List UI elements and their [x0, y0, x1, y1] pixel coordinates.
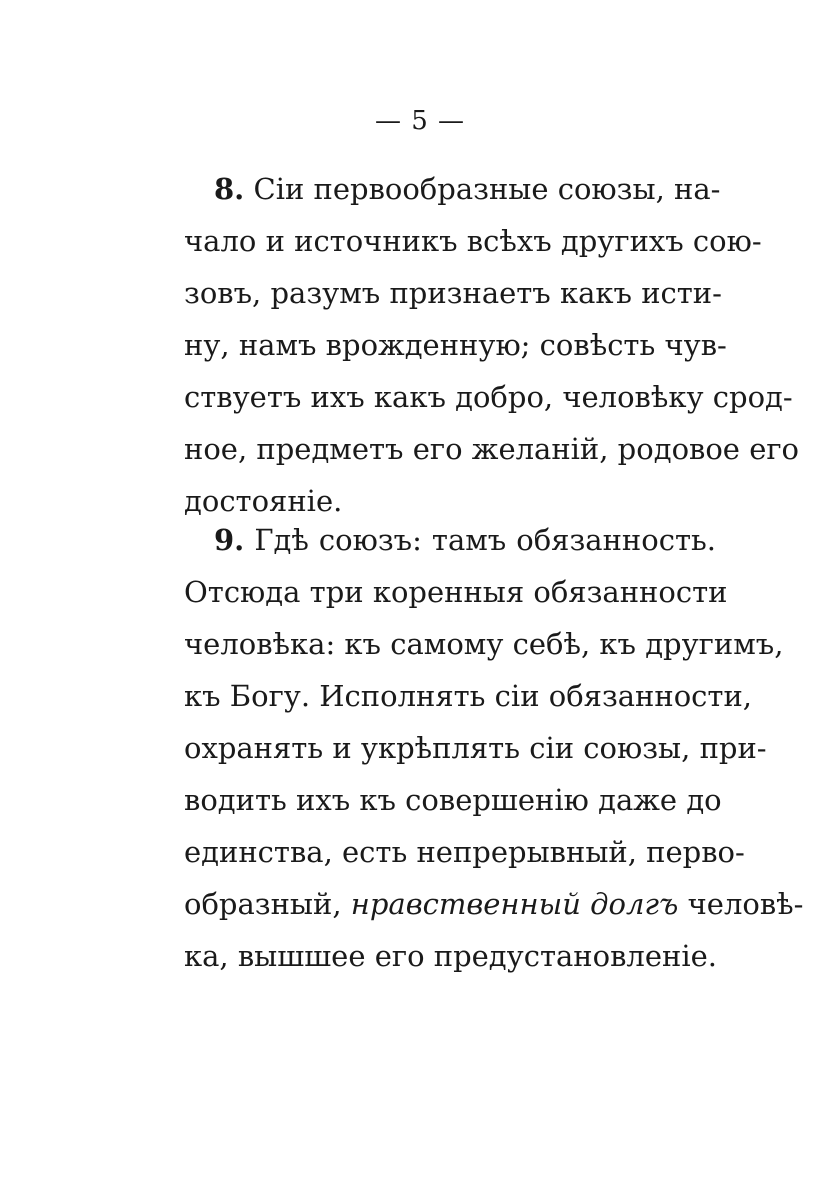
paragraph-number: 8. [214, 172, 245, 206]
paragraph-line [184, 878, 804, 930]
line-text: человѣ- [687, 887, 804, 921]
paragraph-8 [184, 163, 800, 527]
paragraph-line: чало и источникъ всѣхъ другихъ сою- [184, 224, 762, 258]
paragraph-line [184, 163, 721, 215]
paragraph-line: ка, вышшее его предустановленіе. [184, 939, 717, 973]
line-text: образный, [184, 887, 342, 921]
paragraph-line [184, 514, 716, 566]
line-text: Сіи первообразные союзы, на- [253, 172, 721, 206]
paragraph-line: ствуетъ ихъ какъ добро, человѣку срод- [184, 380, 793, 414]
line-text: Гдѣ союзъ: тамъ обязанность. [254, 523, 716, 557]
paragraph-number: 9. [214, 523, 245, 557]
paragraph-line: достояніе. [184, 484, 343, 518]
paragraph-line: водить ихъ къ совершенію даже до [184, 783, 722, 817]
paragraph-line: ное, предметъ его желаній, родовое его [184, 432, 800, 466]
paragraph-line: ну, намъ врожденную; совѣсть чув- [184, 328, 727, 362]
paragraph-9 [184, 514, 804, 982]
paragraph-line: охранять и укрѣплять сіи союзы, при- [184, 731, 767, 765]
paragraph-line: человѣка: къ самому себѣ, къ другимъ, [184, 627, 784, 661]
paragraph-line: къ Богу. Исполнять сіи обязанности, [184, 679, 753, 713]
paragraph-line: Отсюда три коренныя обязанности [184, 575, 728, 609]
paragraph-line: зовъ, разумъ признаетъ какъ исти- [184, 276, 722, 310]
paragraph-line: единства, есть непрерывный, перво- [184, 835, 745, 869]
page-number: — 5 — [374, 106, 466, 136]
italic-phrase: нравственный долгъ [350, 887, 679, 921]
